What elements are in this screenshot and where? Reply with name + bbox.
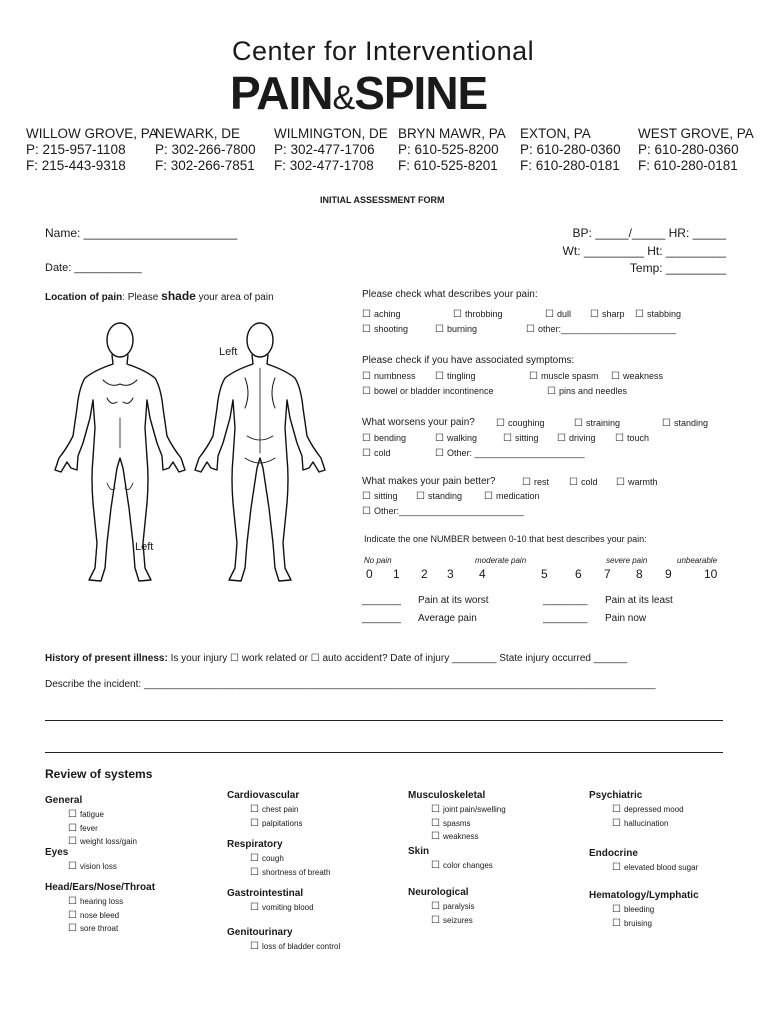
location-phone: P: 610-280-0360	[520, 142, 621, 157]
ros-checkbox[interactable]: ☐ bleeding	[612, 904, 654, 915]
checkbox-stabbing[interactable]: ☐ stabbing	[635, 309, 681, 320]
ros-checkbox[interactable]: ☐ fatigue	[68, 809, 104, 820]
logo-ampersand: &	[332, 79, 355, 117]
left-label-front: Left	[135, 541, 154, 553]
location-shade: shade	[161, 289, 196, 303]
checkbox-burning[interactable]: ☐ burning	[435, 324, 477, 335]
ros-checkbox[interactable]: ☐ sore throat	[68, 923, 118, 934]
wt-ht-field[interactable]: Wt: _________ Ht: _________	[562, 244, 726, 258]
ros-checkbox[interactable]: ☐ chest pain	[250, 804, 298, 815]
ros-checkbox[interactable]: ☐ nose bleed	[68, 910, 119, 921]
better-title: What makes your pain better?	[362, 476, 496, 487]
checkbox-touch[interactable]: ☐ touch	[615, 433, 649, 444]
least-blank[interactable]: ________	[543, 595, 588, 606]
ros-checkbox[interactable]: ☐ cough	[250, 853, 284, 864]
worsens-title: What worsens your pain?	[362, 417, 475, 428]
location-phone: P: 302-266-7800	[155, 142, 256, 157]
location-phone: P: 302-477-1706	[274, 142, 375, 157]
back-body-figure	[195, 323, 325, 581]
location-fax: F: 302-266-7851	[155, 158, 255, 173]
location-rest1: : Please	[122, 292, 162, 303]
checkbox-standing-better[interactable]: ☐ standing	[416, 491, 462, 502]
name-field[interactable]: Name: _______________________	[45, 226, 238, 240]
ros-checkbox[interactable]: ☐ hallucination	[612, 818, 668, 829]
checkbox-pins-needles[interactable]: ☐ pins and needles	[547, 386, 627, 397]
pain-scale-number[interactable]: 3	[447, 567, 454, 581]
ros-checkbox[interactable]: ☐ seizures	[431, 915, 473, 926]
left-label-back: Left	[219, 346, 238, 358]
ros-checkbox[interactable]: ☐ spasms	[431, 818, 471, 829]
ros-heading: Skin	[408, 846, 430, 857]
scale-label-moderate: moderate pain	[475, 556, 527, 565]
checkbox-driving[interactable]: ☐ driving	[557, 433, 595, 444]
ros-checkbox[interactable]: ☐ vomiting blood	[250, 902, 314, 913]
ros-heading: Hematology/Lymphatic	[589, 890, 699, 901]
form-title: INITIAL ASSESSMENT FORM	[320, 195, 445, 205]
ros-checkbox[interactable]: ☐ palpitations	[250, 818, 302, 829]
checkbox-cold-better[interactable]: ☐ cold	[569, 477, 597, 488]
scale-label-unbearable: unbearable	[677, 556, 718, 565]
body-diagram[interactable]	[45, 318, 345, 588]
history-text[interactable]: Is your injury ☐ work related or ☐ auto accident? Date of injury ________ State injury occurred ______	[167, 653, 628, 664]
symptoms-title: Please check if you have associated symptoms:	[362, 355, 575, 366]
ros-checkbox[interactable]: ☐ weakness	[431, 831, 479, 842]
location-phone: P: 610-280-0360	[638, 142, 739, 157]
checkbox-rest[interactable]: ☐ rest	[522, 477, 549, 488]
pain-scale-number[interactable]: 8	[636, 567, 643, 581]
describe-incident-field[interactable]: Describe the incident: ____________________________________________________________________________________________	[45, 679, 656, 690]
date-field[interactable]: Date: ___________	[45, 262, 142, 274]
pain-scale-number[interactable]: 0	[366, 567, 373, 581]
location-bold: Location of pain	[45, 292, 123, 303]
checkbox-sitting-better[interactable]: ☐ sitting	[362, 491, 397, 502]
ros-checkbox[interactable]: ☐ joint pain/swelling	[431, 804, 506, 815]
checkbox-walking[interactable]: ☐ walking	[435, 433, 477, 444]
ros-title: Review of systems	[45, 767, 153, 781]
ros-heading: Cardiovascular	[227, 790, 300, 801]
worst-label: Pain at its worst	[418, 595, 489, 606]
ros-checkbox[interactable]: ☐ elevated blood sugar	[612, 862, 698, 873]
location-of-pain-label	[45, 289, 274, 303]
location-fax: F: 610-280-0181	[638, 158, 738, 173]
logo-spine: SPINE	[354, 67, 488, 119]
location-rest2: your area of pain	[195, 292, 274, 303]
pain-scale-number[interactable]: 9	[665, 567, 672, 581]
pain-scale-number[interactable]: 4	[479, 567, 486, 581]
pain-desc-title: Please check what describes your pain:	[362, 289, 538, 300]
pain-scale-number[interactable]: 5	[541, 567, 548, 581]
ros-checkbox[interactable]: ☐ fever	[68, 823, 98, 834]
checkbox-muscle-spasm[interactable]: ☐ muscle spasm	[529, 371, 598, 382]
ros-heading: Gastrointestinal	[227, 888, 304, 899]
location-city: WILMINGTON, DE	[274, 126, 388, 141]
pain-scale-number[interactable]: 2	[421, 567, 428, 581]
checkbox-shooting[interactable]: ☐ shooting	[362, 324, 408, 335]
ros-heading: Neurological	[408, 887, 469, 898]
checkbox-aching[interactable]: ☐ aching	[362, 309, 401, 320]
checkbox-other-pain[interactable]: ☐ other:_______________________	[526, 324, 676, 335]
ros-checkbox[interactable]: ☐ color changes	[431, 860, 493, 871]
checkbox-cold-worse[interactable]: ☐ cold	[362, 448, 390, 459]
checkbox-straining[interactable]: ☐ straining	[574, 418, 620, 429]
location-city: BRYN MAWR, PA	[398, 126, 506, 141]
pain-scale-number[interactable]: 6	[575, 567, 582, 581]
checkbox-bending[interactable]: ☐ bending	[362, 433, 406, 444]
incident-line-1[interactable]	[45, 720, 723, 721]
location-city: EXTON, PA	[520, 126, 591, 141]
ros-heading: Psychiatric	[589, 790, 643, 801]
least-label: Pain at its least	[605, 595, 673, 606]
location-fax: F: 302-477-1708	[274, 158, 374, 173]
practice-name-line1: Center for Interventional	[232, 36, 535, 66]
ros-heading: Respiratory	[227, 839, 283, 850]
worst-blank[interactable]: _______	[362, 595, 401, 606]
history-label: History of present illness:	[45, 653, 168, 664]
checkbox-throbbing[interactable]: ☐ throbbing	[453, 309, 503, 320]
incident-line-2[interactable]	[45, 752, 723, 753]
now-blank[interactable]: ________	[543, 613, 588, 624]
pain-scale-number[interactable]: 7	[604, 567, 611, 581]
location-city: NEWARK, DE	[155, 126, 241, 141]
average-blank[interactable]: _______	[362, 613, 401, 624]
checkbox-sharp[interactable]: ☐ sharp	[590, 309, 624, 320]
ros-checkbox[interactable]: ☐ bruising	[612, 918, 652, 929]
checkbox-medication[interactable]: ☐ medication	[484, 491, 540, 502]
checkbox-coughing[interactable]: ☐ coughing	[496, 418, 545, 429]
temp-field[interactable]: Temp: _________	[629, 261, 726, 275]
checkbox-numbness[interactable]: ☐ numbness	[362, 371, 416, 382]
now-label: Pain now	[605, 613, 647, 624]
ros-checkbox[interactable]: ☐ weight loss/gain	[68, 836, 137, 847]
location-phone: P: 215-957-1108	[26, 142, 126, 157]
ros-heading: Endocrine	[589, 848, 638, 859]
logo-pain: PAIN	[230, 67, 333, 119]
location-fax: F: 610-525-8201	[398, 158, 498, 173]
location-city: WILLOW GROVE, PA	[26, 126, 158, 141]
pain-scale-number[interactable]: 1	[393, 567, 400, 581]
ros-heading: Eyes	[45, 847, 69, 858]
checkbox-warmth[interactable]: ☐ warmth	[616, 477, 657, 488]
location-fax: F: 610-280-0181	[520, 158, 620, 173]
practice-name-logo	[230, 66, 487, 120]
ros-heading: Musculoskeletal	[408, 790, 486, 801]
history-row[interactable]	[45, 653, 627, 664]
checkbox-tingling[interactable]: ☐ tingling	[435, 371, 476, 382]
checkbox-other-worse[interactable]: ☐ Other: ______________________	[435, 448, 585, 459]
checkbox-weakness[interactable]: ☐ weakness	[611, 371, 663, 382]
ros-heading: General	[45, 795, 83, 806]
ros-heading: Genitourinary	[227, 927, 293, 938]
location-phone: P: 610-525-8200	[398, 142, 499, 157]
checkbox-bowel-bladder[interactable]: ☐ bowel or bladder incontinence	[362, 386, 494, 397]
pain-scale-number[interactable]: 10	[704, 567, 718, 581]
checkbox-standing-worse[interactable]: ☐ standing	[662, 418, 708, 429]
bp-hr-field[interactable]: BP: _____/_____ HR: _____	[572, 226, 726, 240]
front-body-figure	[55, 323, 185, 581]
ros-checkbox[interactable]: ☐ loss of bladder control	[250, 941, 340, 952]
scale-label-severe: severe pain	[606, 556, 648, 565]
ros-heading: Head/Ears/Nose/Throat	[45, 882, 156, 893]
ros-checkbox[interactable]: ☐ paralysis	[431, 901, 475, 912]
scale-label-no-pain: No pain	[364, 556, 392, 565]
average-label: Average pain	[418, 613, 477, 624]
ros-checkbox[interactable]: ☐ hearing loss	[68, 896, 123, 907]
scale-title: Indicate the one NUMBER between 0-10 that best describes your pain:	[364, 534, 647, 544]
ros-checkbox[interactable]: ☐ vision loss	[68, 861, 117, 872]
checkbox-sitting-worse[interactable]: ☐ sitting	[503, 433, 538, 444]
location-city: WEST GROVE, PA	[638, 126, 754, 141]
location-fax: F: 215-443-9318	[26, 158, 126, 173]
ros-checkbox[interactable]: ☐ depressed mood	[612, 804, 684, 815]
checkbox-other-better[interactable]: ☐ Other:_________________________	[362, 506, 524, 517]
ros-checkbox[interactable]: ☐ shortness of breath	[250, 867, 330, 878]
checkbox-dull[interactable]: ☐ dull	[545, 309, 571, 320]
